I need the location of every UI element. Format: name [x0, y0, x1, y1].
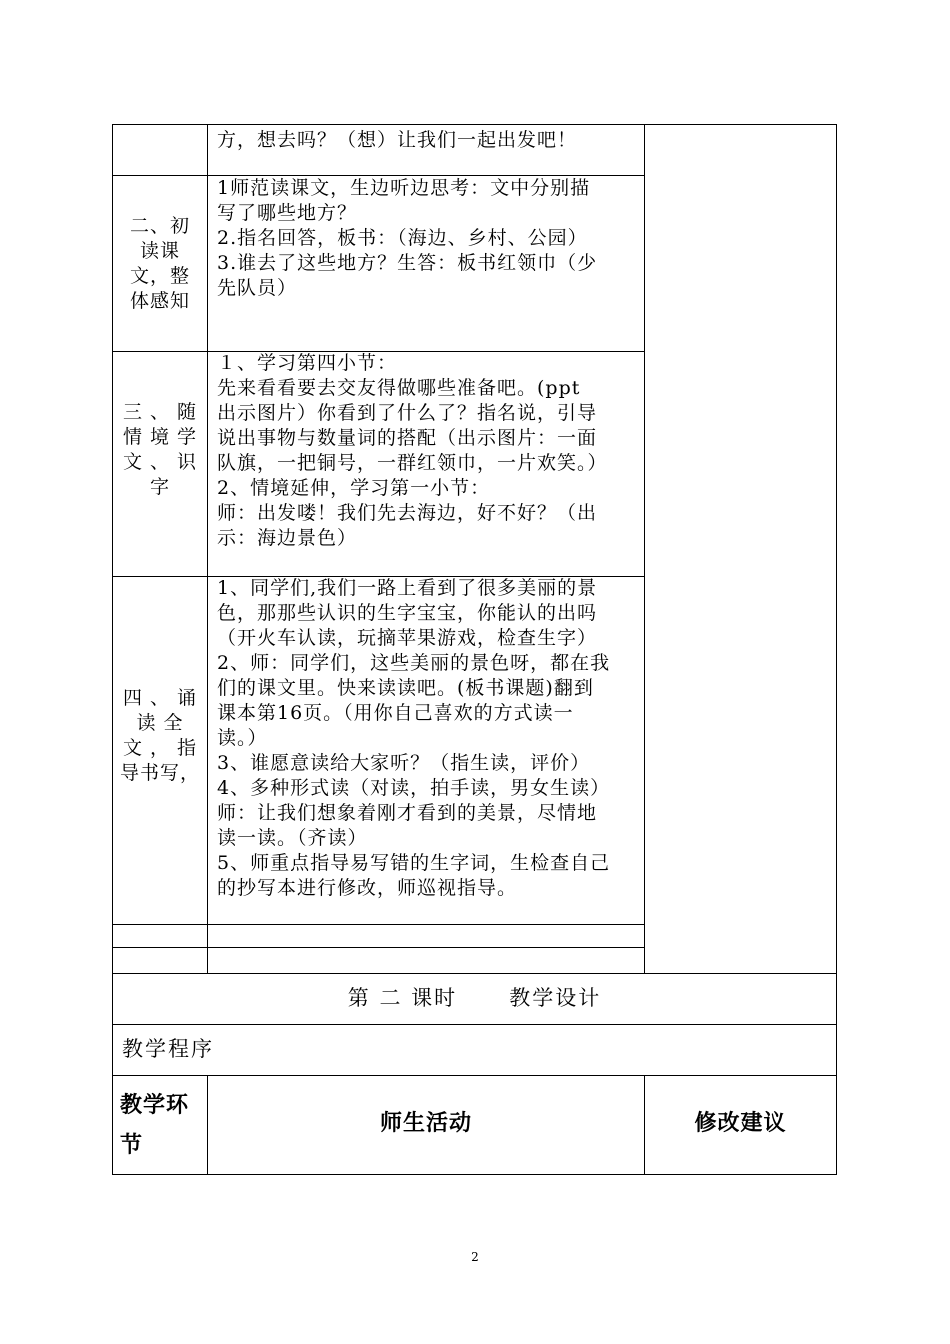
text-line: 2、师：同学们，这些美丽的景色呀，都在我 — [217, 652, 611, 674]
text-line: （开火车认读，玩摘苹果游戏，检查生字） — [217, 627, 598, 649]
rule — [836, 124, 837, 1175]
text-line: 先来看看要去交友得做哪些准备吧。(ppt — [217, 377, 581, 399]
text-line: 3.谁去了这些地方？生答：板书红领巾（少 — [217, 252, 598, 274]
text-line: 示：海边景色） — [217, 527, 358, 549]
stage-line: 二、初 — [129, 215, 190, 237]
stage-line: 体感知 — [129, 290, 190, 312]
stage-header-line: 节 — [120, 1133, 144, 1158]
page-number: 2 — [471, 1250, 479, 1264]
stage-line: 文，整 — [129, 265, 190, 287]
text-line: 写了哪些地方？ — [217, 202, 358, 224]
text-line: 4、多种形式读（对读，拍手读，男女生读） — [217, 777, 611, 799]
text-line: １、学习第四小节： — [217, 352, 398, 374]
stage-line: 读 全 — [136, 712, 184, 734]
text-line: 方，想去吗？（想）让我们一起出发吧！ — [217, 129, 578, 151]
activity-cell — [217, 128, 642, 153]
rule — [112, 124, 113, 1175]
rule — [207, 124, 208, 973]
activity-cell — [217, 176, 642, 301]
text-line: 2.指名回答，板书：（海边、乡村、公园） — [217, 227, 588, 249]
stage-header — [120, 1086, 189, 1166]
rule — [112, 973, 837, 974]
stage-line: 读课 — [139, 240, 180, 262]
stage-line: 文 ， 指 — [122, 737, 198, 759]
text-line: 读。） — [217, 727, 268, 749]
text-line: 2、情境延伸，学习第一小节： — [217, 477, 491, 499]
section-title: 第 二 课时 教学设计 — [347, 986, 602, 1010]
text-line: 读一读。（齐读） — [217, 827, 368, 849]
text-line: 的抄写本进行修改，师巡视指导。 — [217, 877, 518, 899]
lesson-table — [112, 124, 837, 1175]
stage-line: 导书写， — [119, 762, 200, 784]
text-line: 师：出发喽！我们先去海边，好不好？（出 — [217, 502, 598, 524]
rule — [112, 947, 645, 948]
activity-header: 师生活动 — [379, 1111, 472, 1136]
stage-line: 四 、 诵 — [122, 687, 198, 709]
text-line: 课本第16页。（用你自己喜欢的方式读一 — [217, 702, 574, 724]
text-line: 师：让我们想象着刚才看到的美景，尽情地 — [217, 802, 598, 824]
text-line: 1、同学们,我们一路上看到了很多美丽的景 — [217, 577, 598, 599]
text-line: 说出事物与数量词的搭配（出示图片：一面 — [217, 427, 598, 449]
suggestion-header: 修改建议 — [694, 1111, 787, 1136]
stage-line: 文 、 识 — [122, 451, 198, 473]
rule — [112, 1075, 837, 1076]
rule — [112, 1024, 837, 1025]
rule — [112, 924, 645, 925]
stage-line: 字 — [149, 476, 170, 498]
stage-line: 情 境 学 — [122, 426, 198, 448]
program-label: 教学程序 — [122, 1037, 214, 1061]
stage-cell — [116, 400, 204, 500]
text-line: 色，那那些认识的生字宝宝，你能认的出吗 — [217, 602, 598, 624]
text-line: 1师范读课文，生边听边思考：文中分别描 — [217, 177, 591, 199]
stage-line: 三 、 随 — [122, 401, 198, 423]
text-line: 队旗，一把铜号，一群红领巾，一片欢笑。） — [217, 452, 608, 474]
stage-cell — [116, 686, 204, 786]
stage-cell — [116, 214, 204, 314]
text-line: 出示图片）你看到了什么了？指名说，引导 — [217, 402, 598, 424]
rule — [112, 124, 837, 125]
activity-cell — [217, 351, 642, 551]
stage-header-line: 教学环 — [120, 1093, 190, 1118]
activity-cell — [217, 576, 642, 901]
rule — [112, 1174, 837, 1175]
text-line: 先队员） — [217, 277, 298, 299]
text-line: 3、谁愿意读给大家听？（指生读，评价） — [217, 752, 591, 774]
rule — [644, 124, 645, 973]
text-line: 们的课文里。快来读读吧。(板书课题)翻到 — [217, 677, 594, 699]
text-line: 5、师重点指导易写错的生字词，生检查自己 — [217, 852, 611, 874]
